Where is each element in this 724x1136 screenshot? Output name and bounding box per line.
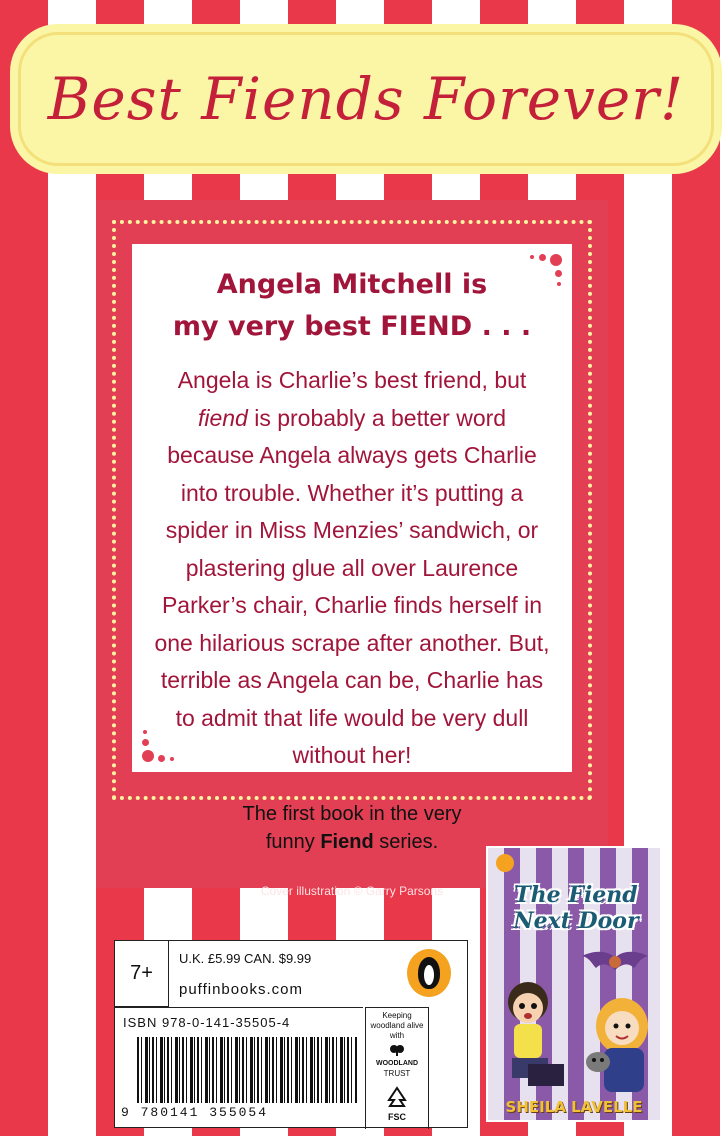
woodland-logo-text: WOODLAND	[376, 1060, 418, 1067]
blurb-part-2: is probably a better word because Angela always gets Charlie into trouble. Whether it’s putting a spider in Miss Menzies’ sandwich, or plastering glue all over Laurence Parker’s chair, Charlie finds herself in one hilarious scrape after another. But, terrible as Angela can be, Charlie has to admit that life would be very dull without her!	[154, 404, 550, 768]
blurb-text	[152, 362, 552, 775]
tagline-prefix: funny	[265, 831, 321, 853]
thumbnail-puffin-icon	[496, 854, 514, 872]
banner-title: Best Fiends Forever!	[47, 65, 685, 133]
fsc-tree-icon	[386, 1086, 408, 1110]
thumbnail-title: The Fiend Next Door	[513, 882, 639, 934]
price-text: U.K. £5.99 CAN. $9.99	[179, 951, 312, 966]
illustration-credit: Cover illustration © Garry Parsons	[260, 884, 444, 898]
barcode-number: 9 780141 355054	[121, 1105, 269, 1120]
fsc-logo	[365, 1083, 429, 1129]
age-rating: 7+	[115, 941, 169, 1007]
tree-icon	[389, 1044, 405, 1056]
isbn-text: ISBN 978-0-141-35505-4	[123, 1015, 291, 1030]
tagline-line-1: The first book in the very	[242, 803, 462, 825]
blurb-part-1: Angela is Charlie’s best friend, but	[177, 367, 527, 393]
headline-line-2: my very best FIEND . . .	[172, 311, 532, 342]
website-text: puffinbooks.com	[179, 981, 303, 998]
thumbnail-author: SHEILA LAVELLE	[505, 1098, 643, 1116]
headline	[152, 264, 552, 348]
girl-with-raccoon-illustration	[578, 996, 656, 1096]
tagline-series-name: Fiend	[320, 831, 374, 853]
barcode-icon	[137, 1037, 357, 1103]
woodland-trust-text: TRUST	[383, 1069, 411, 1078]
puffin-logo-icon	[407, 949, 451, 997]
tagline-suffix: series.	[373, 831, 439, 853]
blurb-italic-word: fiend	[197, 404, 248, 431]
price-barcode-box	[114, 940, 468, 1128]
woodland-trust-logo	[365, 1007, 429, 1083]
girl-with-box-illustration	[498, 980, 568, 1090]
title-banner	[18, 32, 714, 166]
headline-line-1: Angela Mitchell is	[216, 269, 488, 300]
bat-icon	[580, 948, 650, 978]
info-divider	[115, 1007, 363, 1008]
woodland-text: Keeping woodland alive with	[370, 1011, 424, 1040]
book-cover-thumbnail	[486, 846, 662, 1122]
blurb-panel	[96, 200, 608, 888]
fsc-text: FSC	[388, 1112, 406, 1122]
blurb-card	[132, 244, 572, 772]
